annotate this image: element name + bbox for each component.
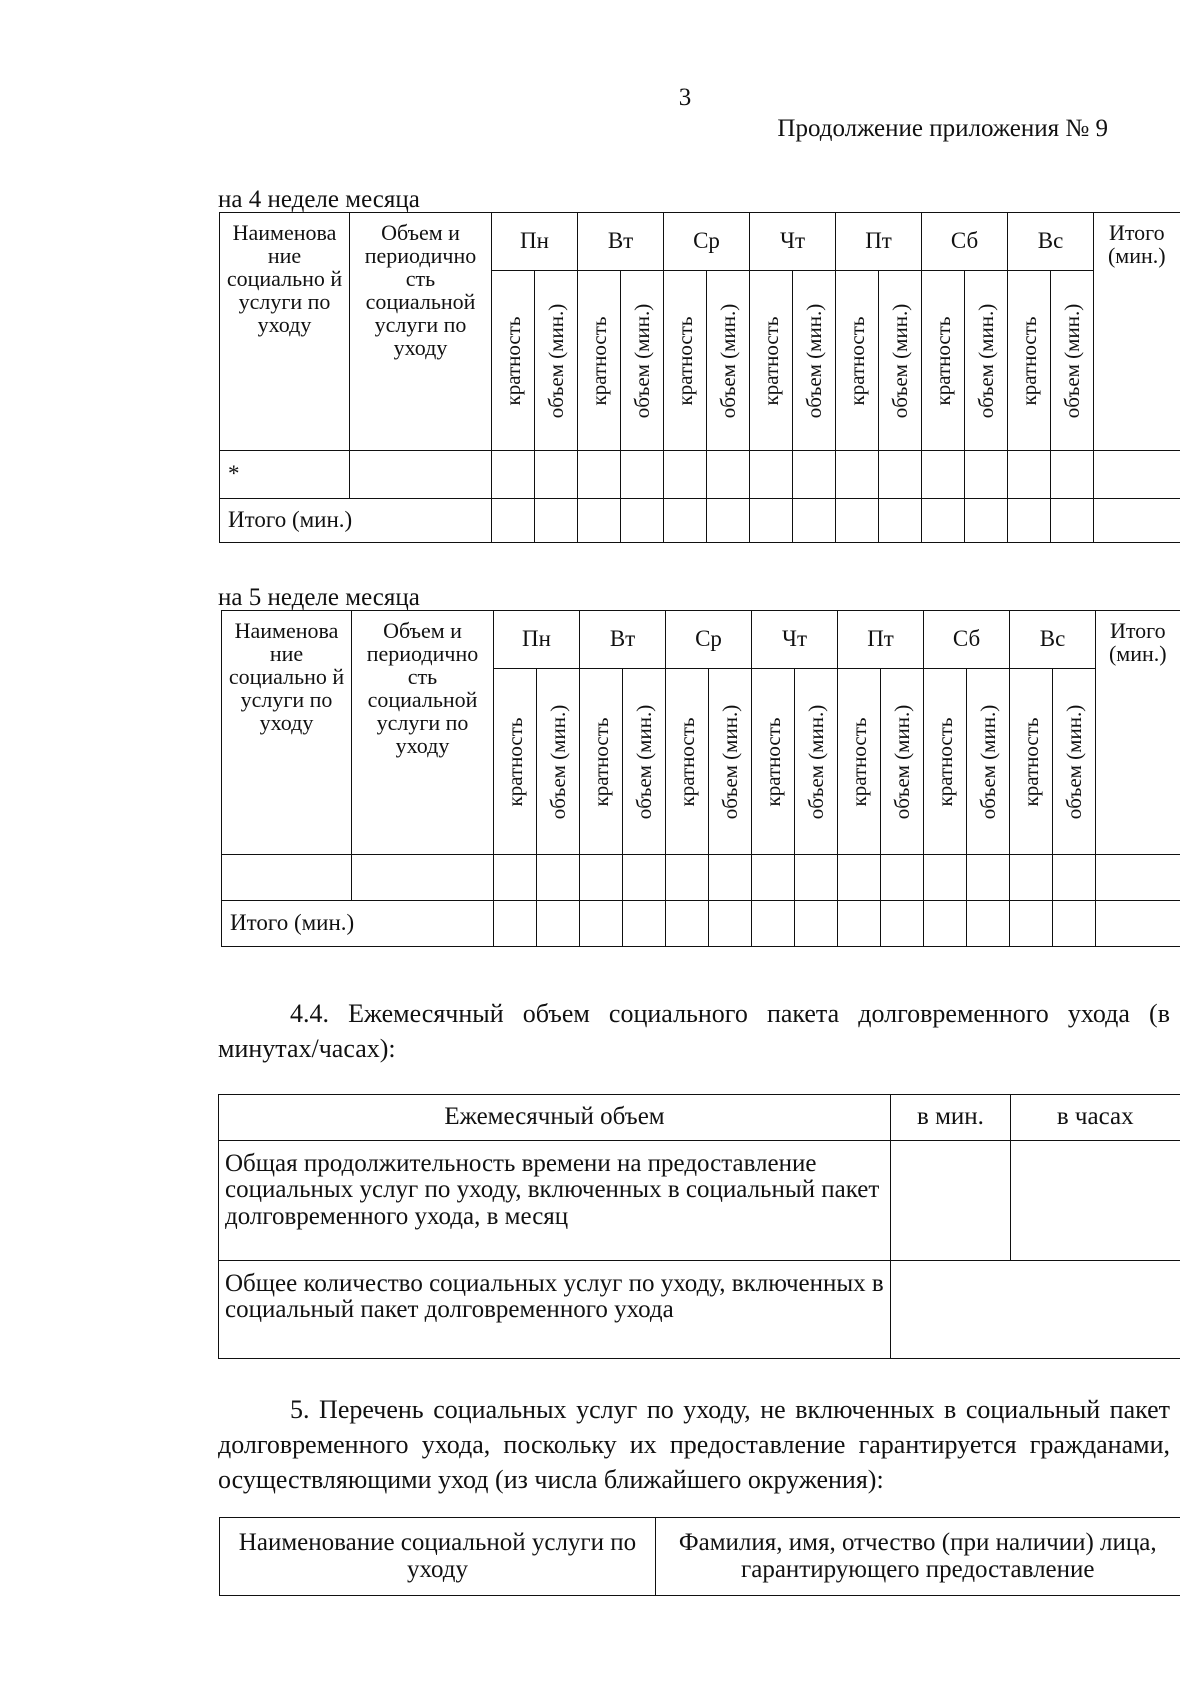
section-4-4-text xyxy=(218,996,1170,1066)
week5-wed-frequency-header: кратность xyxy=(674,717,699,806)
week4-thu-frequency-header: кратность xyxy=(758,316,783,405)
week5-sun-frequency-header: кратность xyxy=(1019,717,1044,806)
week5-mon-frequency-header: кратность xyxy=(502,717,527,806)
table-row xyxy=(220,499,1180,543)
section-4-4-body: 4.4. Ежемесячный объем социального пакета долговременного ухода (в минутах/часах): xyxy=(218,999,1170,1064)
week4-fri-volume-header: объем (мин.) xyxy=(887,303,912,418)
week5-day-tue: Вт xyxy=(580,611,666,669)
service-name-header: Наименование социальной услуги по уходу xyxy=(220,1518,656,1596)
week5-fri-volume-header: объем (мин.) xyxy=(889,704,914,819)
week5-tue-volume-header: объем (мин.) xyxy=(631,704,656,819)
hours-header: в часах xyxy=(1011,1095,1180,1141)
week5-wed-volume-header: объем (мин.) xyxy=(717,704,742,819)
total-count-row-label: Общее количество социальных услуг по уходу, включенных в социальный пакет долговременного ухода xyxy=(219,1261,891,1359)
week5-sun-volume-header: объем (мин.) xyxy=(1062,704,1087,819)
week4-col-volume-header: Объем и периодично сть социальной услуги по уходу xyxy=(350,213,492,451)
page-number: 3 xyxy=(678,84,692,111)
week5-thu-frequency-header: кратность xyxy=(760,717,785,806)
table-row xyxy=(219,1141,1180,1261)
table-row xyxy=(219,1261,1180,1359)
week5-day-wed: Ср xyxy=(666,611,752,669)
week5-day-sat: Сб xyxy=(924,611,1010,669)
week5-schedule-table xyxy=(221,610,1180,947)
week4-sat-frequency-header: кратность xyxy=(931,316,956,405)
week5-col-total-header: Итого (мин.) xyxy=(1096,611,1180,855)
week5-tue-frequency-header: кратность xyxy=(588,717,613,806)
week4-sun-volume-header: объем (мин.) xyxy=(1060,303,1085,418)
week5-day-sun: Вс xyxy=(1010,611,1096,669)
table-row xyxy=(222,901,1180,947)
week4-tue-frequency-header: кратность xyxy=(586,316,611,405)
week5-day-fri: Пт xyxy=(838,611,924,669)
week5-mon-volume-header: объем (мин.) xyxy=(545,704,570,819)
week4-day-tue: Вт xyxy=(578,213,664,271)
week4-total-row-label: Итого (мин.) xyxy=(220,499,492,543)
week4-sun-frequency-header: кратность xyxy=(1017,316,1042,405)
week4-mon-frequency-header: кратность xyxy=(500,316,525,405)
week4-tue-volume-header: объем (мин.) xyxy=(629,303,654,418)
week4-sat-volume-header: объем (мин.) xyxy=(974,303,999,418)
week4-wed-volume-header: объем (мин.) xyxy=(715,303,740,418)
week4-day-mon: Пн xyxy=(492,213,578,271)
week5-sat-volume-header: объем (мин.) xyxy=(976,704,1001,819)
week5-caption: на 5 неделе месяца xyxy=(218,584,420,611)
table-row xyxy=(220,451,1180,499)
minutes-header: в мин. xyxy=(891,1095,1011,1141)
week4-wed-frequency-header: кратность xyxy=(672,316,697,405)
week5-thu-volume-header: объем (мин.) xyxy=(803,704,828,819)
week4-schedule-table xyxy=(219,212,1180,543)
week5-fri-frequency-header: кратность xyxy=(846,717,871,806)
week4-thu-volume-header: объем (мин.) xyxy=(801,303,826,418)
guarantor-name-header: Фамилия, имя, отчество (при наличии) лица, гарантирующего предоставление xyxy=(656,1518,1180,1596)
week4-day-sat: Сб xyxy=(922,213,1008,271)
monthly-volume-table xyxy=(218,1094,1180,1359)
table-row xyxy=(222,855,1180,901)
week4-day-sun: Вс xyxy=(1008,213,1094,271)
week4-day-thu: Чт xyxy=(750,213,836,271)
week5-col-volume-header: Объем и периодично сть социальной услуги по уходу xyxy=(352,611,494,855)
week4-col-service-header: Наименова ние социально й услуги по уходу xyxy=(220,213,350,451)
section-5-body: 5. Перечень социальных услуг по уходу, не включенных в социальный пакет долговременного ухода, поскольку их предоставление гарантируется гражданами, осуществляющими уход (из числа ближайшего окружения): xyxy=(218,1395,1170,1495)
section-5-text xyxy=(218,1392,1170,1497)
week4-mon-volume-header: объем (мин.) xyxy=(543,303,568,418)
week4-caption: на 4 неделе месяца xyxy=(218,186,420,213)
week5-col-service-header: Наименова ние социально й услуги по уходу xyxy=(222,611,352,855)
week4-col-total-header: Итого (мин.) xyxy=(1094,213,1180,451)
total-duration-row-label: Общая продолжительность времени на предоставление социальных услуг по уходу, включенных в социальный пакет долговременного ухода, в месяц xyxy=(219,1141,891,1261)
week4-row-marker: * xyxy=(220,451,350,499)
monthly-volume-header: Ежемесячный объем xyxy=(219,1095,891,1141)
week5-sat-frequency-header: кратность xyxy=(933,717,958,806)
appendix-continuation-note: Продолжение приложения № 9 xyxy=(777,115,1108,142)
week5-day-thu: Чт xyxy=(752,611,838,669)
week4-fri-frequency-header: кратность xyxy=(844,316,869,405)
week5-total-row-label: Итого (мин.) xyxy=(222,901,494,947)
week5-day-mon: Пн xyxy=(494,611,580,669)
excluded-services-table xyxy=(219,1517,1180,1596)
week4-day-fri: Пт xyxy=(836,213,922,271)
week4-day-wed: Ср xyxy=(664,213,750,271)
